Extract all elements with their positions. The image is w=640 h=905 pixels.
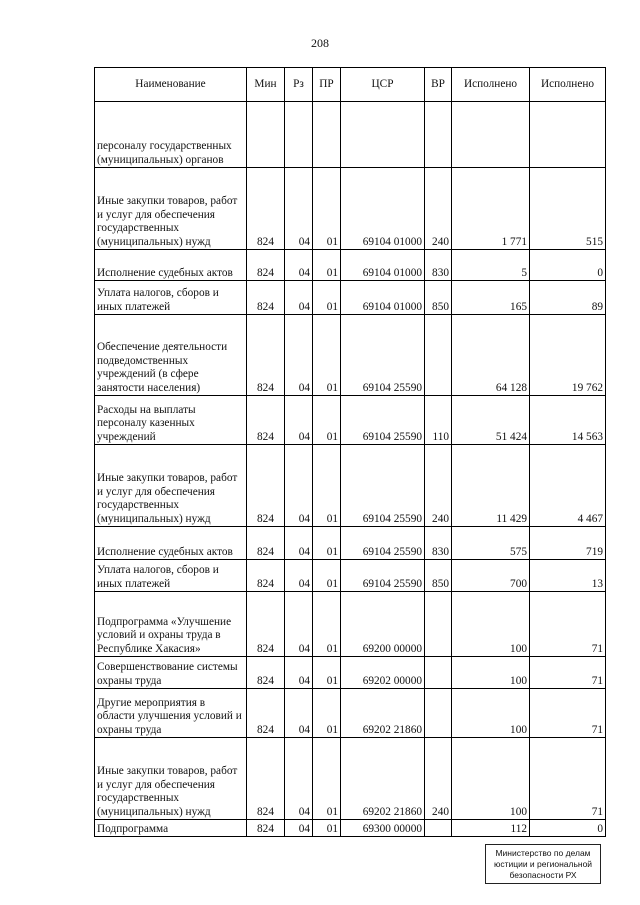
cell-executed-1: 100 [452, 738, 530, 820]
header-name: Наименование [95, 68, 247, 102]
cell-executed-1: 51 424 [452, 396, 530, 445]
cell-csr: 69202 21860 [341, 689, 425, 738]
table-row [95, 560, 606, 592]
cell-csr: 69104 25590 [341, 315, 425, 396]
cell-rz: 04 [285, 445, 313, 527]
cell-min: 824 [247, 657, 285, 689]
cell-csr: 69104 25590 [341, 527, 425, 560]
cell-executed-1: 575 [452, 527, 530, 560]
cell-min: 824 [247, 281, 285, 315]
table-row [95, 102, 606, 168]
cell-executed-1: 1 771 [452, 168, 530, 250]
cell-csr: 69300 00000 [341, 820, 425, 837]
cell-csr: 69202 00000 [341, 657, 425, 689]
cell-pr: 01 [313, 315, 341, 396]
table-row [95, 168, 606, 250]
cell-vr: 240 [425, 738, 452, 820]
cell-name: Уплата налогов, сборов и иных платежей [95, 560, 247, 592]
cell-min: 824 [247, 820, 285, 837]
header-pr: ПР [313, 68, 341, 102]
cell-executed-2: 71 [530, 689, 606, 738]
header-executed-1: Исполнено [452, 68, 530, 102]
cell-rz: 04 [285, 657, 313, 689]
cell-name: Иные закупки товаров, работ и услуг для обеспечения государственных (муниципальных) нужд [95, 168, 247, 250]
cell-executed-2: 4 467 [530, 445, 606, 527]
cell-csr [341, 102, 425, 168]
table-row [95, 689, 606, 738]
cell-csr: 69104 25590 [341, 396, 425, 445]
cell-csr: 69200 00000 [341, 592, 425, 657]
cell-vr [425, 820, 452, 837]
cell-vr: 110 [425, 396, 452, 445]
cell-name: Иные закупки товаров, работ и услуг для обеспечения государственных (муниципальных) нужд [95, 445, 247, 527]
cell-executed-1: 112 [452, 820, 530, 837]
cell-pr: 01 [313, 820, 341, 837]
cell-rz [285, 102, 313, 168]
budget-table [94, 67, 606, 837]
table-row [95, 396, 606, 445]
cell-executed-2: 0 [530, 250, 606, 281]
cell-executed-2: 0 [530, 820, 606, 837]
ministry-stamp [485, 844, 601, 884]
cell-executed-1: 700 [452, 560, 530, 592]
table-row [95, 820, 606, 837]
header-row [95, 68, 606, 102]
cell-vr [425, 657, 452, 689]
header-vr: ВР [425, 68, 452, 102]
cell-name: Подпрограмма «Улучшение условий и охраны труда в Республике Хакасия» [95, 592, 247, 657]
cell-name: Иные закупки товаров, работ и услуг для обеспечения государственных (муниципальных) нужд [95, 738, 247, 820]
cell-rz: 04 [285, 820, 313, 837]
cell-name: Обеспечение деятельности подведомственных учреждений (в сфере занятости населения) [95, 315, 247, 396]
cell-name: Расходы на выплаты персоналу казенных учреждений [95, 396, 247, 445]
cell-vr: 240 [425, 168, 452, 250]
cell-rz: 04 [285, 689, 313, 738]
cell-name: Уплата налогов, сборов и иных платежей [95, 281, 247, 315]
cell-vr [425, 689, 452, 738]
cell-csr: 69202 21860 [341, 738, 425, 820]
cell-executed-1: 100 [452, 657, 530, 689]
cell-rz: 04 [285, 738, 313, 820]
cell-rz: 04 [285, 560, 313, 592]
cell-executed-2: 13 [530, 560, 606, 592]
page-number: 208 [311, 36, 329, 50]
cell-executed-2: 71 [530, 657, 606, 689]
header-rz: Рз [285, 68, 313, 102]
cell-executed-1: 5 [452, 250, 530, 281]
cell-executed-1: 100 [452, 592, 530, 657]
cell-executed-2: 14 563 [530, 396, 606, 445]
cell-executed-2: 719 [530, 527, 606, 560]
cell-min: 824 [247, 560, 285, 592]
cell-executed-2: 89 [530, 281, 606, 315]
cell-name: Исполнение судебных актов [95, 250, 247, 281]
cell-rz: 04 [285, 281, 313, 315]
cell-vr: 830 [425, 250, 452, 281]
cell-csr: 69104 01000 [341, 281, 425, 315]
cell-name: персоналу государственных (муниципальных) органов [95, 102, 247, 168]
cell-executed-1: 165 [452, 281, 530, 315]
cell-executed-2: 71 [530, 592, 606, 657]
cell-name: Совершенствование системы охраны труда [95, 657, 247, 689]
cell-pr [313, 102, 341, 168]
cell-executed-1: 100 [452, 689, 530, 738]
cell-vr: 850 [425, 560, 452, 592]
cell-min: 824 [247, 689, 285, 738]
cell-executed-1 [452, 102, 530, 168]
cell-min: 824 [247, 445, 285, 527]
table-row [95, 738, 606, 820]
table-row [95, 281, 606, 315]
cell-pr: 01 [313, 445, 341, 527]
table-row [95, 527, 606, 560]
cell-csr: 69104 25590 [341, 560, 425, 592]
cell-vr: 240 [425, 445, 452, 527]
cell-rz: 04 [285, 396, 313, 445]
cell-pr: 01 [313, 738, 341, 820]
cell-pr: 01 [313, 689, 341, 738]
stamp-line: безопасности РХ [509, 869, 577, 880]
cell-pr: 01 [313, 560, 341, 592]
cell-executed-2: 19 762 [530, 315, 606, 396]
cell-name: Подпрограмма [95, 820, 247, 837]
table-row [95, 250, 606, 281]
cell-min: 824 [247, 527, 285, 560]
cell-min: 824 [247, 315, 285, 396]
table-row [95, 657, 606, 689]
cell-executed-1: 64 128 [452, 315, 530, 396]
header-executed-2: Исполнено [530, 68, 606, 102]
cell-pr: 01 [313, 281, 341, 315]
cell-name: Исполнение судебных актов [95, 527, 247, 560]
cell-pr: 01 [313, 527, 341, 560]
cell-csr: 69104 01000 [341, 250, 425, 281]
cell-min [247, 102, 285, 168]
cell-pr: 01 [313, 168, 341, 250]
cell-name: Другие мероприятия в области улучшения условий и охраны труда [95, 689, 247, 738]
cell-vr: 830 [425, 527, 452, 560]
cell-vr: 850 [425, 281, 452, 315]
cell-pr: 01 [313, 250, 341, 281]
cell-rz: 04 [285, 592, 313, 657]
table-row [95, 315, 606, 396]
cell-rz: 04 [285, 527, 313, 560]
cell-vr [425, 592, 452, 657]
cell-vr [425, 315, 452, 396]
cell-pr: 01 [313, 396, 341, 445]
cell-pr: 01 [313, 592, 341, 657]
cell-executed-2 [530, 102, 606, 168]
stamp-line: Министерство по делам [495, 847, 591, 858]
stamp-line: юстиции и региональной [493, 858, 593, 869]
header-min: Мин [247, 68, 285, 102]
cell-min: 824 [247, 250, 285, 281]
cell-rz: 04 [285, 168, 313, 250]
cell-min: 824 [247, 168, 285, 250]
cell-pr: 01 [313, 657, 341, 689]
cell-csr: 69104 25590 [341, 445, 425, 527]
cell-min: 824 [247, 396, 285, 445]
cell-executed-1: 11 429 [452, 445, 530, 527]
cell-executed-2: 515 [530, 168, 606, 250]
table-row [95, 592, 606, 657]
cell-rz: 04 [285, 315, 313, 396]
cell-executed-2: 71 [530, 738, 606, 820]
cell-vr [425, 102, 452, 168]
cell-csr: 69104 01000 [341, 168, 425, 250]
cell-min: 824 [247, 592, 285, 657]
cell-min: 824 [247, 738, 285, 820]
header-csr: ЦСР [341, 68, 425, 102]
table-row [95, 445, 606, 527]
cell-rz: 04 [285, 250, 313, 281]
